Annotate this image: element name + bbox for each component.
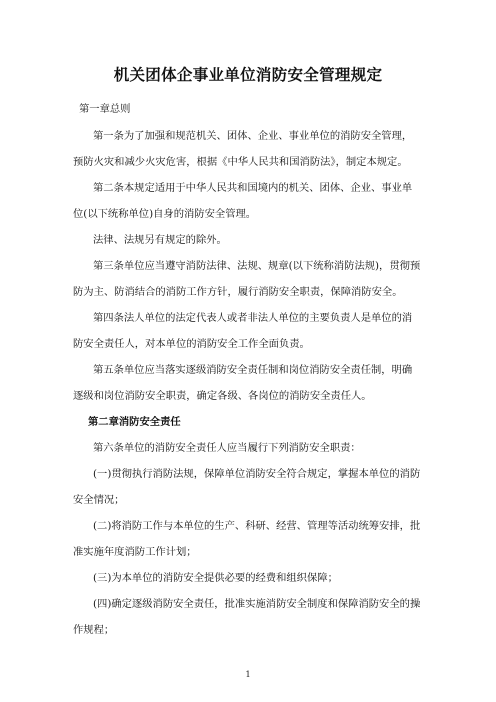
paragraph-line: 作规程； (73, 624, 115, 636)
paragraph-line: 第一条为了加强和规范机关、团体、企业、事业单位的消防安全管理， (93, 130, 413, 142)
paragraph-line: 第四条法人单位的法定代表人或者非法人单位的主要负责人是单位的消 (93, 312, 413, 324)
paragraph-line: 准实施年度消防工作计划； (73, 546, 197, 558)
chapter-heading: 第二章消防安全责任 (88, 416, 181, 428)
chapter-heading: 第一章总则 (79, 103, 131, 115)
paragraph-line: 第三条单位应当遵守消防法律、法规、规章(以下统称消防法规)，贯彻预 (93, 260, 421, 272)
paragraph-line: 预防火灾和减少火灾危害，根据《中华人民共和国消防法》，制定本规定。 (73, 156, 408, 168)
paragraph-line: 位(以下统称单位)自身的消防安全管理。 (73, 208, 257, 220)
paragraph-line: 第二条本规定适用于中华人民共和国境内的机关、团体、企业、事业单 (93, 182, 413, 194)
paragraph-line: 安全情况； (73, 494, 125, 506)
paragraph-line: (二)将消防工作与本单位的生产、科研、经营、管理等活动统筹安排，批 (93, 520, 421, 532)
paragraph-line: 逐级和岗位消防安全职责，确定各级、各岗位的消防安全责任人。 (73, 390, 372, 402)
paragraph-line: 防为主、防消结合的消防工作方针，履行消防安全职责，保障消防安全。 (73, 286, 403, 298)
paragraph-line: 法律、法规另有规定的除外。 (93, 234, 227, 246)
document-title: 机关团体企事业单位消防安全管理规定 (113, 66, 383, 84)
paragraph-line: 防安全责任人，对本单位的消防安全工作全面负责。 (73, 338, 310, 350)
paragraph-line: 第六条单位的消防安全责任人应当履行下列消防安全职责： (93, 442, 361, 454)
paragraph-line: 第五条单位应当落实逐级消防安全责任制和岗位消防安全责任制，明确 (93, 364, 413, 376)
paragraph-line: (四)确定逐级消防安全责任，批准实施消防安全制度和保障消防安全的操 (93, 598, 421, 610)
paragraph-line: (一)贯彻执行消防法规，保障单位消防安全符合规定，掌握本单位的消防 (93, 468, 421, 480)
page-number: 1 (245, 670, 251, 679)
paragraph-line: (三)为本单位的消防安全提供必要的经费和组织保障； (93, 572, 338, 584)
